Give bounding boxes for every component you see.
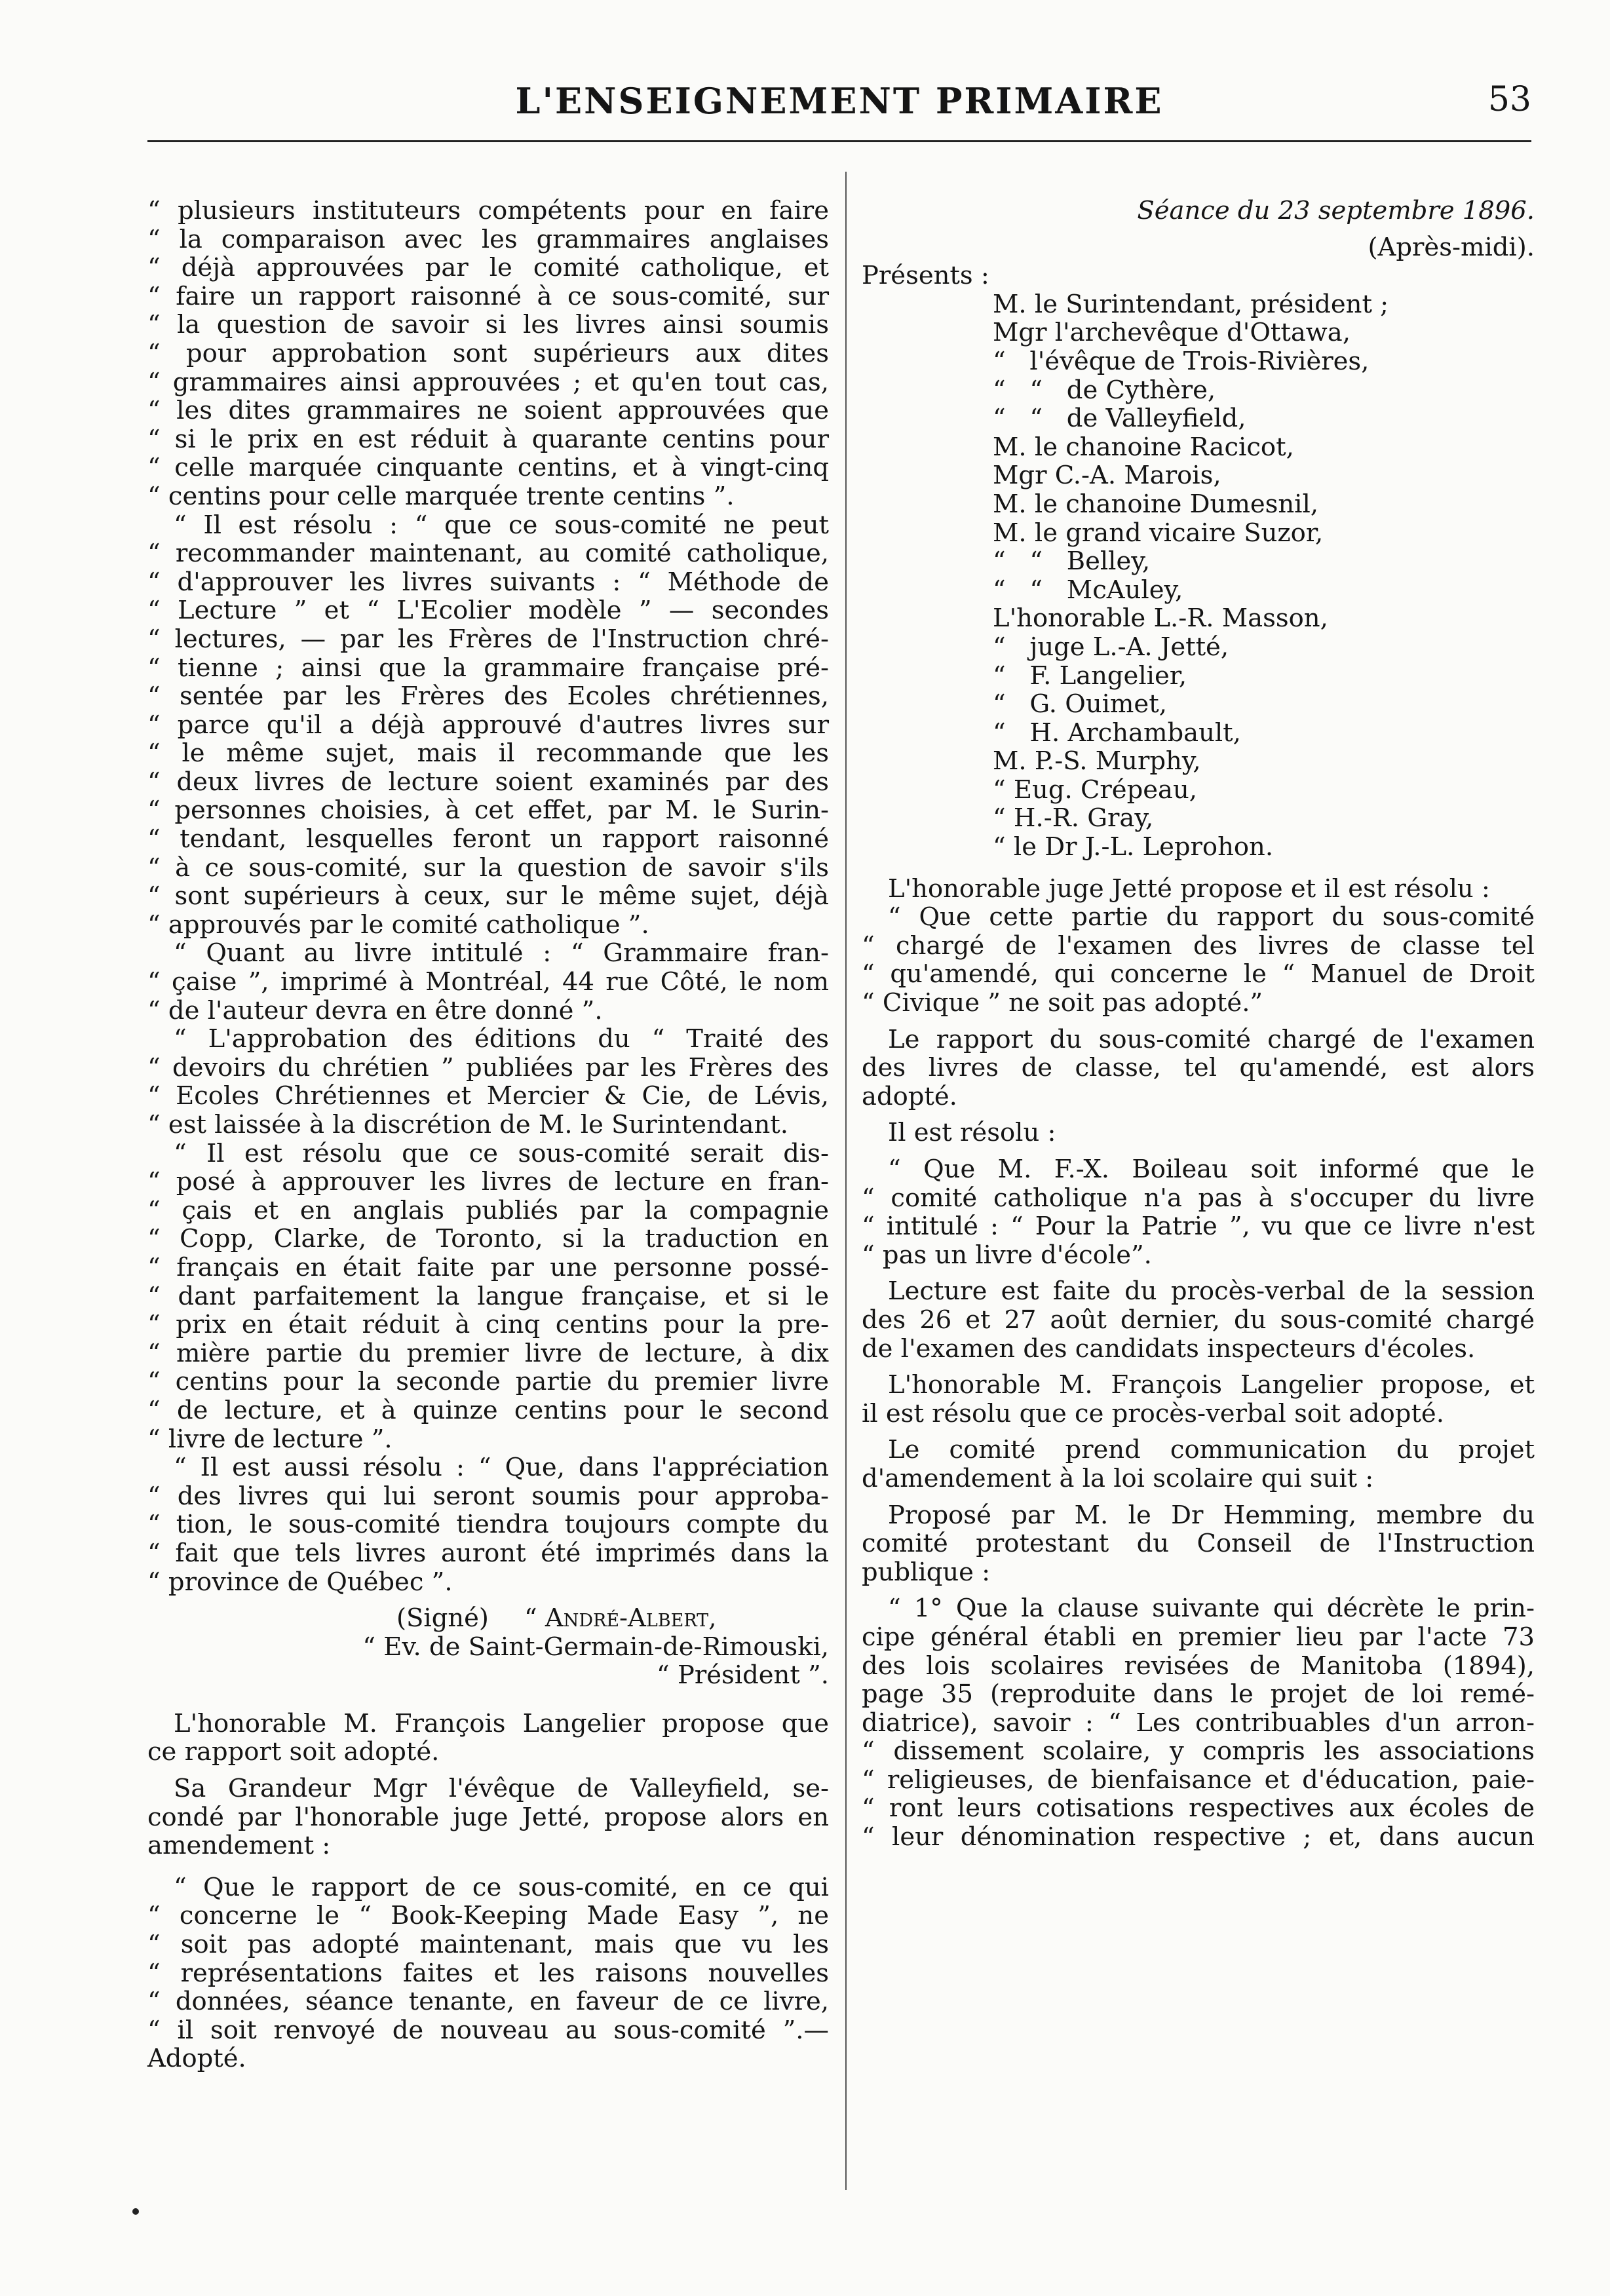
attendee: M. le grand vicaire Suzor, [993, 518, 1324, 548]
report-line: “ à ce sous-comité, sur la question de savoir s'ils [147, 852, 829, 883]
amend-quote-line: “ représentations faites et les raisons nouvelles [147, 1958, 829, 1988]
journal-title: L'ENSEIGNEMENT PRIMAIRE [515, 80, 1164, 122]
report-line: “ recommander maintenant, au comité catholique, [147, 539, 829, 569]
report-line: “ Il est aussi résolu : “ Que, dans l'appréciation [174, 1453, 829, 1483]
running-header [147, 80, 1531, 132]
lecture-line: Lecture est faite du procès-verbal de la session [888, 1276, 1535, 1307]
clause-line: “ ront leurs cotisations respectives aux écoles de [862, 1793, 1535, 1824]
report-line: “ approuvés par le comité catholique ”. [147, 909, 649, 940]
session-title: Séance du 23 septembre 1896. [1137, 196, 1535, 225]
report-line: “ livre de lecture ”. [147, 1424, 393, 1454]
report-line: “ tienne ; ainsi que la grammaire française pré- [147, 653, 829, 683]
report-line: “ Copp, Clarke, de Toronto, si la traduction en [147, 1224, 829, 1254]
report-line: “ dant parfaitement la langue française, et si le [147, 1281, 829, 1311]
clause-line: “ dissement scolaire, y compris les associations [862, 1736, 1535, 1767]
report-line: “ devoirs du chrétien ” publiées par les Frères des [147, 1052, 829, 1082]
subcommittee-report-quote [147, 197, 829, 1596]
report-line: “ grammaires ainsi approuvées ; et qu'en tout cas, [147, 367, 829, 397]
hemming-line: Proposé par M. le Dr Hemming, membre du [888, 1500, 1535, 1530]
report-line: “ de l'auteur devra en être donné ”. [147, 995, 603, 1025]
boileau-quote [862, 1155, 1535, 1269]
report-line: “ plusieurs instituteurs compétents pour en faire [147, 196, 829, 225]
session-subtitle: (Après-midi). [1368, 232, 1535, 262]
report-line: “ pour approbation sont supérieurs aux dites [147, 338, 829, 368]
report-line: “ déjà approuvées par le comité catholique, et [147, 253, 829, 283]
attendee: “ le Dr J.-L. Leprohon. [993, 832, 1274, 862]
attendee: Mgr C.-A. Marois, [993, 461, 1221, 491]
attendee: “ “ de Valleyfield, [993, 404, 1246, 434]
clause-quote [862, 1594, 1535, 1851]
boileau-line: “ intitulé : “ Pour la Patrie ”, vu que ce livre n'est [862, 1212, 1535, 1242]
clause-line: page 35 (reproduite dans le projet de loi remé- [862, 1679, 1535, 1710]
clause-line: “ religieuses, de bienfaisance et d'éducation, paie- [862, 1765, 1535, 1795]
report-line: “ Il est résolu : “ que ce sous-comité ne peut [174, 510, 829, 540]
report-adopted-paragraph [862, 1025, 1535, 1111]
report-line: “ fait que tels livres auront été imprimés dans la [147, 1538, 829, 1568]
amend-quote-line: “ Que le rapport de ce sous-comité, en ce qui [174, 1872, 829, 1902]
report-line: “ de lecture, et à quinze centins pour le second [147, 1395, 829, 1425]
amend-line: condé par l'honorable juge Jetté, propose alors en [147, 1802, 829, 1832]
report-line: “ Quant au livre intitulé : “ Grammaire fran- [174, 938, 829, 968]
lecture-line: des 26 et 27 août dernier, du sous-comité chargé [862, 1305, 1535, 1335]
report-line: “ lectures, — par les Frères de l'Instruction chré- [147, 624, 829, 654]
attendee: “ l'évêque de Trois-Rivières, [993, 346, 1370, 376]
committee-paragraph [862, 1436, 1535, 1493]
header-rule [147, 140, 1531, 142]
langelier-paragraph [862, 1371, 1535, 1428]
langelier-line: L'honorable M. François Langelier propose, et [888, 1370, 1535, 1400]
left-column [147, 197, 829, 2073]
report-line: “ sont supérieurs à ceux, sur le même sujet, déjà [147, 881, 829, 911]
report-line: “ celle marquée cinquante centins, et à vingt-cinq [147, 453, 829, 483]
report-line: “ la comparaison avec les grammaires anglaises [147, 224, 829, 254]
report-line: “ français en était faite par une personne possé- [147, 1252, 829, 1282]
page-mark [132, 2208, 139, 2215]
jette-quote-line: “ Que cette partie du rapport du sous-comité [888, 902, 1535, 932]
jette-quote-line: “ qu'amendé, qui concerne le “ Manuel de Droit [862, 959, 1535, 989]
report-line: “ prix en était réduit à cinq centins pour la pre- [147, 1310, 829, 1340]
lecture-paragraph [862, 1277, 1535, 1363]
report-line: “ centins pour la seconde partie du premier livre [147, 1367, 829, 1397]
attendee: M. P.-S. Murphy, [993, 746, 1201, 776]
report-line: “ la question de savoir si les livres ainsi soumis [147, 310, 829, 340]
amend-quote-line: “ concerne le “ Book-Keeping Made Easy ”, ne [147, 1901, 829, 1931]
attendee: M. le chanoine Racicot, [993, 432, 1294, 462]
report-line: “ deux livres de lecture soient examinés par des [147, 767, 829, 797]
clause-line: “ 1° Que la clause suivante qui décrète le prin- [888, 1594, 1535, 1624]
attendee: “ G. Ouimet, [993, 689, 1167, 719]
report-line: Le rapport du sous-comité chargé de l'examen [888, 1024, 1535, 1054]
signature-role: “ Président ”. [657, 1660, 829, 1691]
attendee: “ “ McAuley, [993, 575, 1183, 605]
report-line: “ est laissée à la discrétion de M. le Surintendant. [147, 1110, 788, 1139]
report-line: “ parce qu'il a déjà approuvé d'autres livres sur [147, 710, 829, 740]
report-line: “ tion, le sous-comité tiendra toujours compte du [147, 1510, 829, 1540]
amend-quote-line: “ il soit renvoyé de nouveau au sous-comité ”.— [147, 2015, 829, 2045]
jette-quote-line: “ Civique ” ne soit pas adopté.” [862, 988, 1263, 1018]
clause-line: diatrice), savoir : “ Les contribuables d'un arron- [862, 1708, 1535, 1738]
report-line: “ les dites grammaires ne soient approuvées que [147, 396, 829, 426]
signed-name: “ André-Albert, [524, 1603, 717, 1634]
column-divider [845, 172, 847, 2190]
hemming-line: publique : [862, 1557, 991, 1587]
report-line: “ tendant, lesquelles feront un rapport raisonné [147, 824, 829, 854]
signature-line-1 [147, 1604, 829, 1633]
report-line: “ sentée par les Frères des Ecoles chrétiennes, [147, 681, 829, 712]
attendee: M. le Surintendant, président ; [993, 289, 1389, 319]
attendee: “ H.-R. Gray, [993, 803, 1154, 833]
langelier-line: il est résolu que ce procès-verbal soit adopté. [862, 1398, 1444, 1428]
attendee: “ H. Archambault, [993, 718, 1241, 748]
jette-quote [862, 903, 1535, 1017]
boileau-line: “ pas un livre d'école”. [862, 1240, 1152, 1270]
signature-title: “ Ev. de Saint-Germain-de-Rimouski, [362, 1632, 829, 1662]
amend-quote-line: Adopté. [147, 2044, 246, 2074]
report-line: “ centins pour celle marquée trente centins ”. [147, 481, 735, 511]
clause-line: cipe général établi en premier lieu par l'acte 73 [862, 1622, 1535, 1652]
amend-line: Sa Grandeur Mgr l'évêque de Valleyfield, se- [174, 1774, 829, 1804]
report-line: “ mière partie du premier livre de lecture, à dix [147, 1338, 829, 1368]
report-line: “ le même sujet, mais il recommande que les [147, 738, 829, 769]
report-line: “ posé à approuver les livres de lecture en fran- [147, 1167, 829, 1197]
signed-label: (Signé) [396, 1603, 489, 1634]
report-line: “ Il est résolu que ce sous-comité serait dis- [174, 1138, 829, 1168]
report-line: “ Ecoles Chrétiennes et Mercier & Cie, de Lévis, [147, 1081, 829, 1111]
report-line: “ personnes choisies, à cet effet, par M. le Surin- [147, 795, 829, 826]
present-label: Présents : [862, 261, 989, 291]
attendee: “ F. Langelier, [993, 660, 1187, 691]
amend-quote-line: “ données, séance tenante, en faveur de ce livre, [147, 1987, 829, 2017]
attendee: Mgr l'archevêque d'Ottawa, [993, 318, 1351, 348]
attendee: “ juge L.-A. Jetté, [993, 632, 1229, 662]
clause-line: “ leur dénomination respective ; et, dans aucun [862, 1822, 1535, 1852]
jette-quote-line: “ chargé de l'examen des livres de classe tel [862, 930, 1535, 961]
committee-line: d'amendement à la loi scolaire qui suit : [862, 1463, 1374, 1493]
report-line: “ des livres qui lui seront soumis pour approba- [147, 1481, 829, 1511]
clause-line: des lois scolaires revisées de Manitoba (1894), [862, 1651, 1535, 1681]
report-line: “ d'approuver les livres suivants : “ Méthode de [147, 567, 829, 597]
amendment-quote [147, 1873, 829, 2073]
report-line: des livres de classe, tel qu'amendé, est alors [862, 1053, 1535, 1083]
amend-quote-line: “ soit pas adopté maintenant, mais que vu les [147, 1930, 829, 1960]
hemming-paragraph [862, 1501, 1535, 1587]
lecture-line: de l'examen des candidats inspecteurs d'écoles. [862, 1333, 1476, 1364]
motion-line: L'honorable M. François Langelier propose que [174, 1708, 829, 1738]
report-line: adopté. [862, 1081, 957, 1111]
report-line: “ faire un rapport raisonné à ce sous-comité, sur [147, 281, 829, 311]
committee-line: Le comité prend communication du projet [888, 1435, 1535, 1465]
boileau-line: “ Que M. F.-X. Boileau soit informé que le [888, 1155, 1535, 1184]
report-line: “ si le prix en est réduit à quarante centins pour [147, 424, 829, 454]
motion-line: ce rapport soit adopté. [147, 1737, 440, 1767]
report-line: “ L'approbation des éditions du “ Traité des [174, 1024, 829, 1054]
attendee: “ “ Belley, [993, 546, 1151, 577]
motion-paragraph [147, 1710, 829, 1767]
right-column [862, 197, 1535, 1852]
boileau-line: “ comité catholique n'a pas à s'occuper du livre [862, 1183, 1535, 1213]
attendee: “ “ de Cythère, [993, 375, 1216, 405]
report-line: “ Lecture ” et “ L'Ecolier modèle ” — secondes [147, 596, 829, 626]
report-line: “ çais et en anglais publiés par la compagnie [147, 1195, 829, 1225]
attendee: M. le chanoine Dumesnil, [993, 489, 1319, 519]
amendment-paragraph [147, 1774, 829, 1860]
page-number: 53 [1487, 80, 1531, 119]
amend-line: amendement : [147, 1831, 331, 1861]
jette-proposal: L'honorable juge Jetté propose et il est résolu : [888, 873, 1490, 904]
resolved-label: Il est résolu : [888, 1118, 1056, 1148]
hemming-line: comité protestant du Conseil de l'Instruction [862, 1529, 1535, 1559]
report-line: “ province de Québec ”. [147, 1567, 453, 1597]
report-line: “ çaise ”, imprimé à Montréal, 44 rue Côté, le nom [147, 967, 829, 997]
attendee-list [862, 290, 1535, 862]
attendee: “ Eug. Crépeau, [993, 775, 1198, 805]
attendee: L'honorable L.-R. Masson, [993, 603, 1328, 634]
